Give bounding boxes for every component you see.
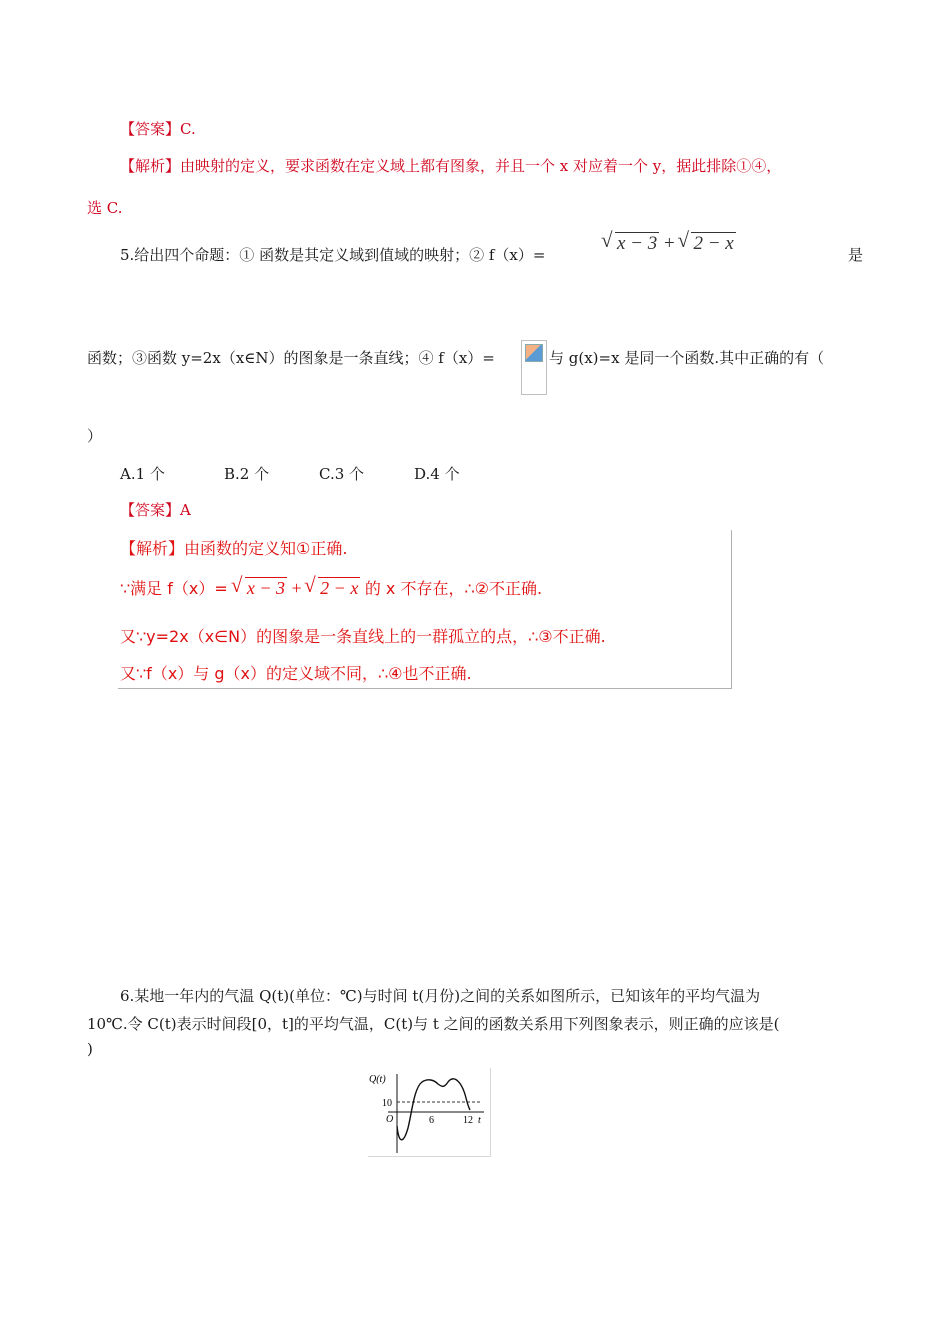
explanation-2-formula: √ x − 3 + √ 2 − x — [233, 578, 365, 598]
temperature-graph — [368, 1068, 491, 1157]
explanation-line-1 — [120, 155, 781, 176]
answer-line-1 — [120, 118, 196, 139]
question-5-line-2-after: 与 g(x)=x 是同一个函数.其中正确的有（ — [549, 349, 825, 367]
question-5-line-2: 函数；③函数 y=2x（x∈N）的图象是一条直线；④ f（x）= — [87, 349, 495, 367]
y-axis-label: Q(t) — [369, 1074, 386, 1085]
explanation-2-line-1: 【解析】由函数的定义知①正确. — [120, 539, 348, 558]
sqrt-2-minus-x: √ 2 − x — [679, 232, 735, 255]
option-b: B.2 个 — [224, 465, 270, 483]
option-a: A.1 个 — [120, 465, 165, 483]
question-5-line-1 — [120, 244, 545, 265]
explanation-2-line-2-post: 的 x 不存在，∴②不正确. — [364, 579, 543, 598]
answer-value: C. — [180, 120, 196, 138]
explanation-2-line-3: 又∵y=2x（x∈N）的图象是一条直线上的一群孤立的点，∴③不正确. — [120, 627, 606, 646]
plus-sign: + — [664, 233, 675, 254]
explanation-2-line-2-pre: ∵满足 f（x）= — [120, 579, 228, 598]
explanation-2-box — [118, 530, 732, 689]
origin-label: O — [386, 1114, 394, 1125]
question-5-text: 5.给出四个命题：① 函数是其定义域到值域的映射；② f（x）= — [120, 246, 546, 264]
sqrt-x-minus-3: √ x − 3 — [603, 232, 659, 255]
question-5-line-1-end: 是 — [848, 246, 864, 264]
answer-tag: 【答案】 — [120, 501, 181, 519]
option-c: C.3 个 — [319, 465, 365, 483]
answer-line-2 — [120, 499, 191, 520]
explanation-2-line-4: 又∵f（x）与 g（x）的定义域不同，∴④也不正确. — [120, 664, 472, 683]
question-5-line-3: ） — [87, 427, 103, 445]
explanation-text: 由映射的定义，要求函数在定义域上都有图象，并且一个 x 对应着一个 y，据此排除①④， — [180, 157, 782, 175]
explanation-tag: 【解析】 — [120, 157, 181, 175]
answer-tag: 【答案】 — [120, 120, 181, 138]
explanation-line-1-cont: 选 C. — [87, 199, 123, 217]
question-6-line-1: 6.某地一年内的气温 Q(t)(单位：℃)与时间 t(月份)之间的关系如图所示，已知该年的平均气温为 — [120, 987, 761, 1005]
explanation-2-line-2 — [120, 576, 542, 599]
option-d: D.4 个 — [414, 465, 460, 483]
x-axis-label: t — [478, 1115, 481, 1126]
question-6-line-2: 10℃.令 C(t)表示时间段[0，t]的平均气温，C(t)与 t 之间的函数关系用下列图象表示，则正确的应该是( — [87, 1015, 780, 1033]
question-5-formula — [603, 232, 736, 255]
y-tick-10: 10 — [382, 1098, 392, 1109]
answer-value: A — [180, 501, 191, 519]
x-tick-12: 12 — [463, 1115, 473, 1126]
temperature-curve — [397, 1079, 470, 1140]
question-6-line-3: ) — [87, 1040, 93, 1058]
broken-image-icon — [521, 340, 547, 395]
x-tick-6: 6 — [429, 1115, 434, 1126]
